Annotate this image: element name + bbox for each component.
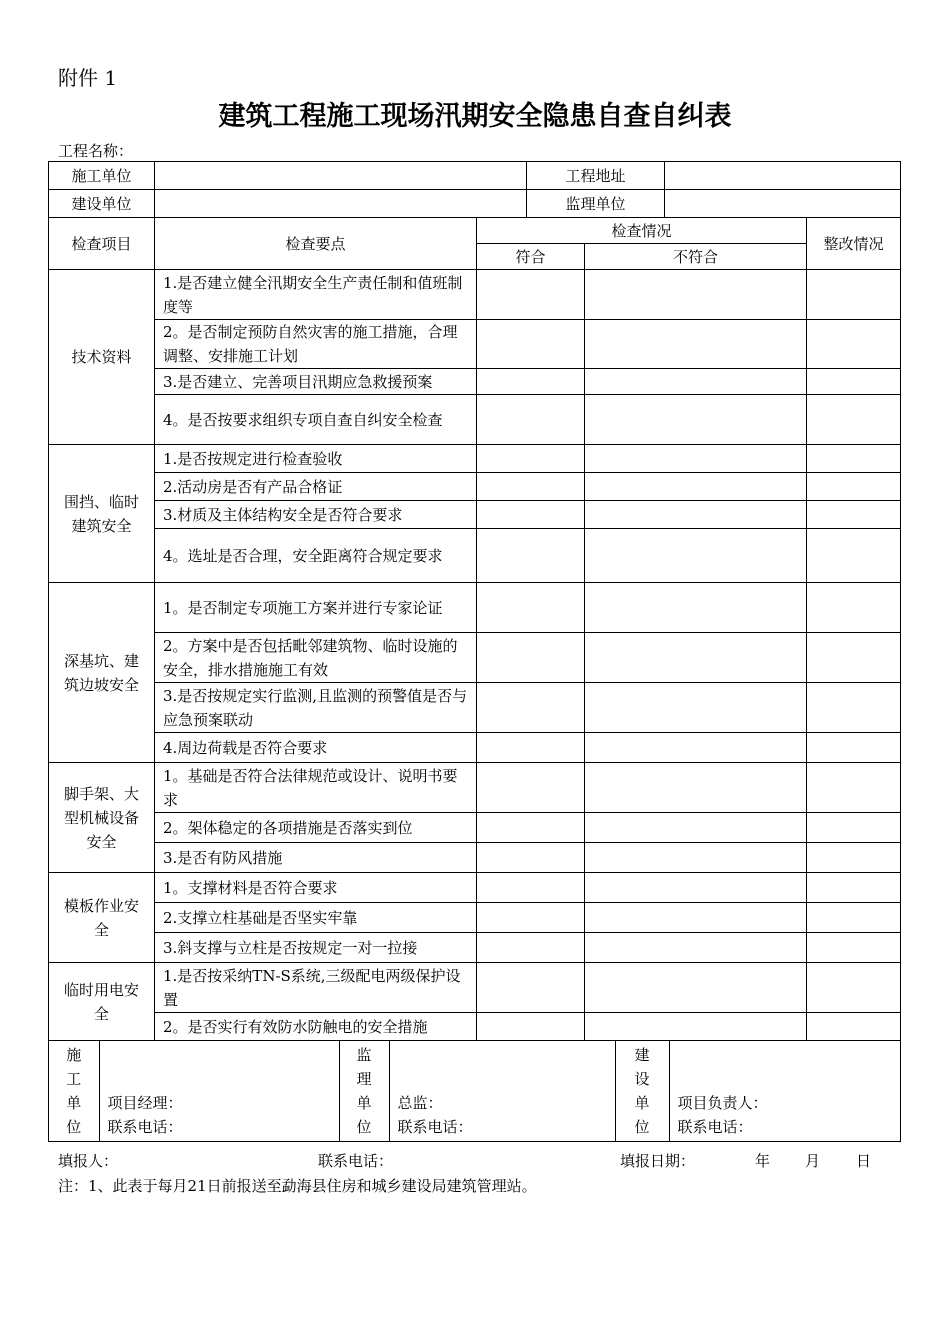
table-row	[49, 445, 901, 473]
vertical-char: 施	[66, 1046, 82, 1064]
inspection-table	[48, 161, 901, 1142]
table-row	[49, 733, 901, 763]
rectification-cell[interactable]	[807, 395, 901, 445]
nonconform-header: 不符合	[585, 244, 807, 270]
signature-row	[49, 1041, 901, 1142]
nonconform-cell[interactable]	[585, 473, 807, 501]
rectification-cell[interactable]	[807, 963, 901, 1013]
table-row	[49, 963, 901, 1013]
date-year: 年	[755, 1152, 771, 1170]
conform-cell[interactable]	[477, 683, 585, 733]
conform-cell[interactable]	[477, 395, 585, 445]
rectification-cell[interactable]	[807, 445, 901, 473]
nonconform-cell[interactable]	[585, 933, 807, 963]
rectification-cell[interactable]	[807, 1013, 901, 1041]
fill-date-label: 填报日期：	[620, 1152, 696, 1170]
check-point-text: 2。架体稳定的各项措施是否落实到位	[155, 813, 477, 843]
nonconform-cell[interactable]	[585, 270, 807, 320]
check-item-name: 技术资料	[49, 270, 155, 445]
rectification-cell[interactable]	[807, 633, 901, 683]
rectification-cell[interactable]	[807, 763, 901, 813]
rectification-cell[interactable]	[807, 733, 901, 763]
signatory-role-label: 项目负责人：	[677, 1094, 768, 1112]
check-point-text: 4。选址是否合理，安全距离符合规定要求	[155, 529, 477, 583]
rectification-cell[interactable]	[807, 473, 901, 501]
check-status-header: 检查情况	[477, 218, 807, 244]
check-points-header: 检查要点	[155, 218, 477, 270]
check-item-name: 深基坑、建筑边坡安全	[49, 583, 155, 763]
rectification-cell[interactable]	[807, 933, 901, 963]
nonconform-cell[interactable]	[585, 843, 807, 873]
check-point-text: 2.活动房是否有产品合格证	[155, 473, 477, 501]
table-row	[49, 763, 901, 813]
conform-cell[interactable]	[477, 529, 585, 583]
check-point-text: 3.材质及主体结构安全是否符合要求	[155, 501, 477, 529]
construction-unit-label: 施工单位	[49, 162, 155, 190]
nonconform-cell[interactable]	[585, 763, 807, 813]
nonconform-cell[interactable]	[585, 529, 807, 583]
conform-cell[interactable]	[477, 473, 585, 501]
nonconform-cell[interactable]	[585, 733, 807, 763]
table-row	[49, 933, 901, 963]
supervision-signature-area[interactable]	[389, 1041, 615, 1141]
conform-cell[interactable]	[477, 633, 585, 683]
conform-cell[interactable]	[477, 270, 585, 320]
conform-cell[interactable]	[477, 445, 585, 473]
rectification-cell[interactable]	[807, 873, 901, 903]
date-month: 月	[805, 1152, 821, 1170]
vertical-char: 单	[634, 1094, 650, 1112]
rectification-cell[interactable]	[807, 583, 901, 633]
table-row	[49, 320, 901, 369]
conform-cell[interactable]	[477, 963, 585, 1013]
supervision-unit-label: 监理单位	[527, 190, 665, 218]
check-point-text: 2。是否制定预防自然灾害的施工措施，合理调整、安排施工计划	[155, 320, 477, 369]
owner-unit-field[interactable]	[155, 190, 527, 218]
check-point-text: 2.支撑立柱基础是否坚实牢靠	[155, 903, 477, 933]
nonconform-cell[interactable]	[585, 963, 807, 1013]
table-row	[49, 583, 901, 633]
vertical-char: 设	[634, 1070, 650, 1088]
rectification-cell[interactable]	[807, 320, 901, 369]
rectification-cell[interactable]	[807, 270, 901, 320]
rectification-cell[interactable]	[807, 813, 901, 843]
conform-cell[interactable]	[477, 763, 585, 813]
rectification-cell[interactable]	[807, 843, 901, 873]
signatory-role-label: 总监：	[397, 1094, 443, 1112]
nonconform-cell[interactable]	[585, 320, 807, 369]
table-row	[49, 873, 901, 903]
owner-unit-label: 建设单位	[49, 190, 155, 218]
rectification-cell[interactable]	[807, 903, 901, 933]
rectification-cell[interactable]	[807, 529, 901, 583]
check-point-text: 3.是否有防风措施	[155, 843, 477, 873]
construction-unit-field[interactable]	[155, 162, 527, 190]
vertical-char: 单	[356, 1094, 372, 1112]
vertical-char: 位	[356, 1118, 372, 1136]
check-item-header: 检查项目	[49, 218, 155, 270]
rectification-header: 整改情况	[807, 218, 901, 270]
check-point-text: 4。是否按要求组织专项自查自纠安全检查	[155, 395, 477, 445]
check-item-name: 临时用电安全	[49, 963, 155, 1041]
construction-unit-vertical	[49, 1041, 99, 1141]
table-row	[49, 1013, 901, 1041]
nonconform-cell[interactable]	[585, 445, 807, 473]
check-item-name: 脚手架、大型机械设备安全	[49, 763, 155, 873]
rectification-cell[interactable]	[807, 683, 901, 733]
conform-cell[interactable]	[477, 501, 585, 529]
nonconform-cell[interactable]	[585, 501, 807, 529]
attachment-label: 附件 1	[58, 66, 118, 90]
check-point-text: 1.是否建立健全汛期安全生产责任制和值班制度等	[155, 270, 477, 320]
check-item-name: 模板作业安全	[49, 873, 155, 963]
check-point-text: 2。是否实行有效防水防触电的安全措施	[155, 1013, 477, 1041]
conform-cell[interactable]	[477, 813, 585, 843]
nonconform-cell[interactable]	[585, 873, 807, 903]
table-row	[49, 529, 901, 583]
check-point-text: 4.周边荷载是否符合要求	[155, 733, 477, 763]
table-row	[49, 843, 901, 873]
owner-signature-area[interactable]	[669, 1041, 901, 1141]
vertical-char: 建	[634, 1046, 650, 1064]
nonconform-cell[interactable]	[585, 583, 807, 633]
rectification-cell[interactable]	[807, 501, 901, 529]
check-point-text: 3.是否按规定实行监测,且监测的预警值是否与应急预案联动	[155, 683, 477, 733]
conform-header: 符合	[477, 244, 585, 270]
project-address-label: 工程地址	[527, 162, 665, 190]
conform-cell[interactable]	[477, 873, 585, 903]
conform-cell[interactable]	[477, 903, 585, 933]
check-item-name: 围挡、临时建筑安全	[49, 445, 155, 583]
check-point-text: 1。是否制定专项施工方案并进行专家论证	[155, 583, 477, 633]
table-row	[49, 633, 901, 683]
check-point-text: 1。基础是否符合法律规范或设计、说明书要求	[155, 763, 477, 813]
vertical-char: 单	[66, 1094, 82, 1112]
signatory-role-label: 项目经理：	[107, 1094, 183, 1112]
nonconform-cell[interactable]	[585, 1013, 807, 1041]
footnote: 注：1、此表于每月21日前报送至勐海县住房和城乡建设局建筑管理站。	[58, 1177, 537, 1195]
nonconform-cell[interactable]	[585, 903, 807, 933]
filler-label: 填报人：	[58, 1152, 119, 1170]
construction-signature-area[interactable]	[99, 1041, 339, 1141]
filler-phone-label: 联系电话：	[318, 1152, 394, 1170]
project-address-field[interactable]	[665, 162, 901, 190]
conform-cell[interactable]	[477, 843, 585, 873]
check-point-text: 1.是否按采纳TN-S系统,三级配电两级保护设置	[155, 963, 477, 1013]
check-point-text: 3.是否建立、完善项目汛期应急救援预案	[155, 369, 477, 395]
project-name-label: 工程名称：	[58, 142, 134, 160]
conform-cell[interactable]	[477, 320, 585, 369]
conform-cell[interactable]	[477, 933, 585, 963]
conform-cell[interactable]	[477, 1013, 585, 1041]
table-row	[49, 683, 901, 733]
table-row	[49, 903, 901, 933]
conform-cell[interactable]	[477, 369, 585, 395]
table-row	[49, 813, 901, 843]
conform-cell[interactable]	[477, 733, 585, 763]
signatory-phone-label: 联系电话：	[677, 1118, 753, 1136]
check-point-text: 1.是否按规定进行检查验收	[155, 445, 477, 473]
owner-unit-vertical	[615, 1041, 669, 1141]
nonconform-cell[interactable]	[585, 395, 807, 445]
vertical-char: 理	[356, 1070, 372, 1088]
vertical-char: 监	[356, 1046, 372, 1064]
date-day: 日	[856, 1152, 872, 1170]
signatory-phone-label: 联系电话：	[107, 1118, 183, 1136]
vertical-char: 工	[66, 1070, 82, 1088]
table-row	[49, 369, 901, 395]
nonconform-cell[interactable]	[585, 683, 807, 733]
table-row	[49, 473, 901, 501]
vertical-char: 位	[634, 1118, 650, 1136]
signature-block	[49, 1041, 901, 1142]
conform-cell[interactable]	[477, 583, 585, 633]
nonconform-cell[interactable]	[585, 633, 807, 683]
supervision-unit-field[interactable]	[665, 190, 901, 218]
table-row	[49, 270, 901, 320]
table-row	[49, 501, 901, 529]
check-point-text: 1。支撑材料是否符合要求	[155, 873, 477, 903]
check-point-text: 2。方案中是否包括毗邻建筑物、临时设施的安全，排水措施施工有效	[155, 633, 477, 683]
form-title: 建筑工程施工现场汛期安全隐患自查自纠表	[218, 101, 732, 132]
nonconform-cell[interactable]	[585, 369, 807, 395]
check-point-text: 3.斜支撑与立柱是否按规定一对一拉接	[155, 933, 477, 963]
signatory-phone-label: 联系电话：	[397, 1118, 473, 1136]
nonconform-cell[interactable]	[585, 813, 807, 843]
vertical-char: 位	[66, 1118, 82, 1136]
supervision-unit-vertical	[339, 1041, 389, 1141]
table-row	[49, 395, 901, 445]
rectification-cell[interactable]	[807, 369, 901, 395]
